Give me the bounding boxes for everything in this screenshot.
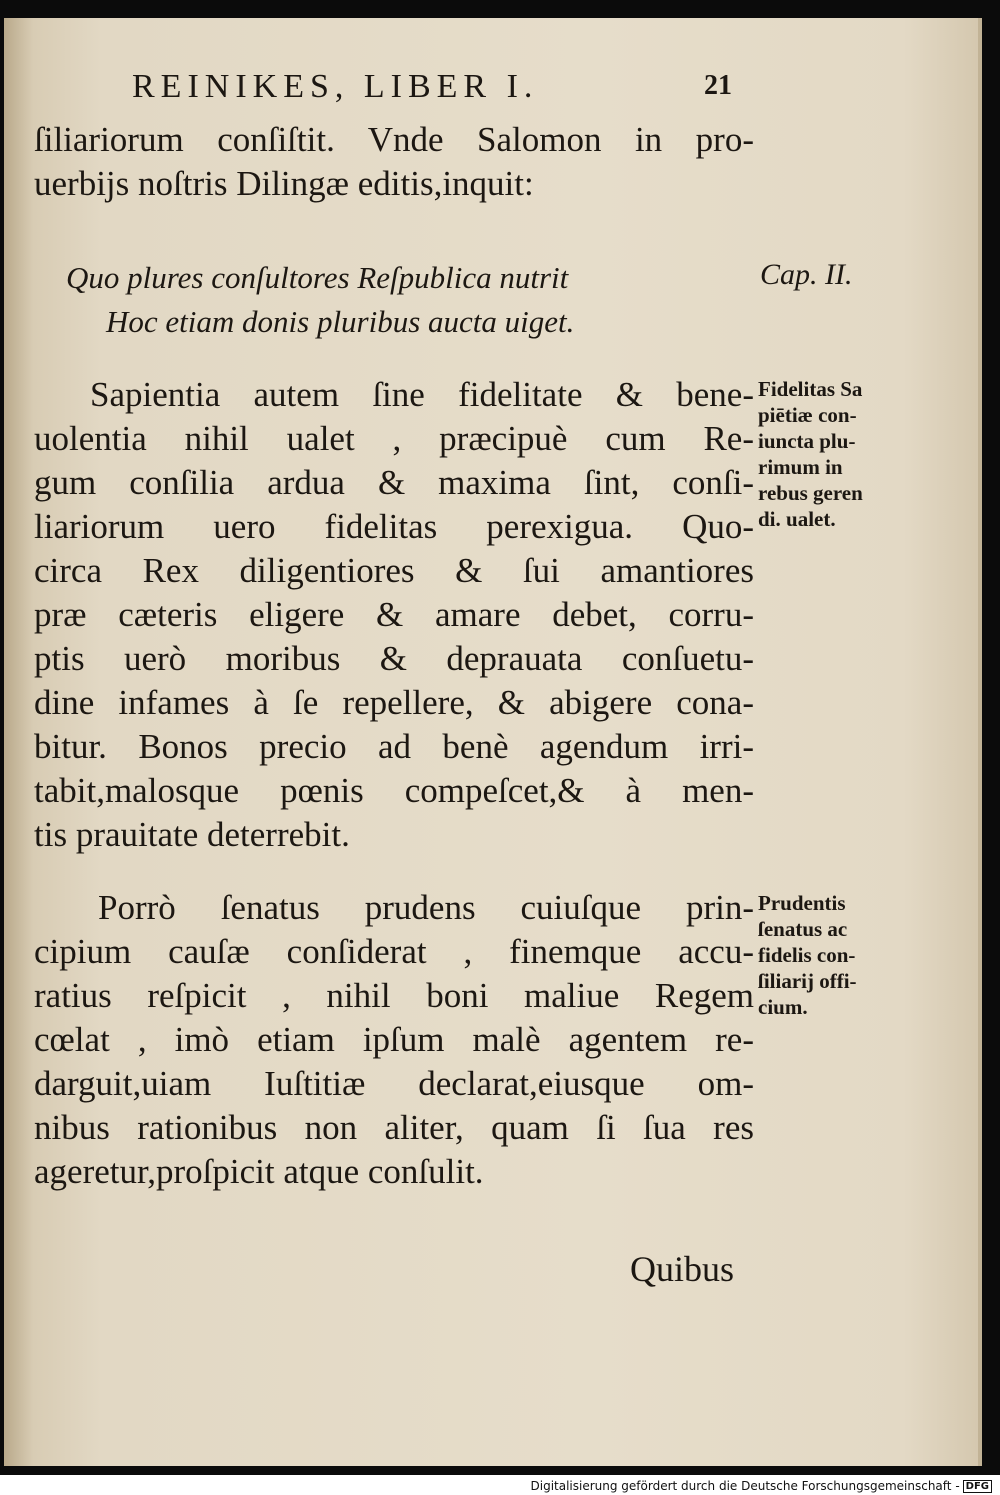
marginal-line: Fidelitas Sa: [758, 377, 863, 401]
marginal-line: rimum in: [758, 455, 843, 479]
text-line: tis prauitate deterrebit.: [34, 815, 350, 854]
text-line: tabit,malosque pœnis compeſcet,& à men-: [34, 771, 754, 810]
verse-quote: [66, 256, 574, 344]
text-line: ſiliariorum conſiſtit. Vnde Salomon in pro-: [34, 120, 754, 159]
paragraph-porro: [34, 886, 754, 1194]
marginal-line: ſiliarij offi-: [758, 969, 857, 993]
text-line: gum conſilia ardua & maxima ſint, conſi-: [34, 463, 754, 502]
text-line: dine infames à ſe repellere, & abigere cona-: [34, 683, 754, 722]
text-line: darguit,uiam Iuſtitiæ declarat,eiusque om-: [34, 1064, 754, 1103]
text-line: circa Rex diligentiores & ſui amantiores: [34, 551, 754, 590]
catchword: Quibus: [630, 1249, 735, 1289]
chapter-marginal-note: Cap. II.: [760, 258, 853, 291]
marginal-line: Prudentis: [758, 891, 846, 915]
marginal-line: ſenatus ac: [758, 917, 848, 941]
marginal-line: fidelis con-: [758, 943, 856, 967]
paragraph-sapientia: [34, 373, 754, 857]
running-head: REINIKES, LIBER I.: [132, 68, 539, 105]
digitization-credit: [531, 1479, 993, 1493]
marginal-line: piētiæ con-: [758, 403, 857, 427]
marginal-line: di. ualet.: [758, 507, 836, 531]
text-line: liariorum uero fidelitas perexigua. Quo-: [34, 507, 754, 546]
marginal-note-fidelitas: [758, 376, 908, 532]
verse-line: Hoc etiam donis pluribus aucta uiget.: [106, 304, 575, 339]
page-number: 21: [704, 70, 732, 101]
text-line: ageretur,proſpicit atque conſulit.: [34, 1152, 484, 1191]
marginal-line: cium.: [758, 995, 808, 1019]
page-edge: [978, 18, 982, 1466]
text-line: Porrò ſenatus prudens cuiuſque prin-: [98, 888, 754, 927]
credit-text: Digitalisierung gefördert durch die Deutsche Forschungsgemeinschaft -: [530, 1479, 960, 1493]
intro-text: [34, 118, 754, 206]
book-page: [4, 18, 982, 1466]
text-line: nibus rationibus non aliter, quam ſi ſua res: [34, 1108, 754, 1147]
text-line: uolentia nihil ualet , præcipuè cum Re-: [34, 419, 754, 458]
marginal-note-prudentis: [758, 890, 908, 1020]
text-line: bitur. Bonos precio ad benè agendum irri-: [34, 727, 754, 766]
text-line: Sapientia autem ſine fidelitate & bene-: [90, 375, 754, 414]
text-line: ptis uerò moribus & deprauata conſuetu-: [34, 639, 754, 678]
text-line: cipium cauſæ conſiderat , finemque accu-: [34, 932, 754, 971]
verse-line: Quo plures conſultores Reſpublica nutrit: [66, 260, 569, 295]
marginal-line: iuncta plu-: [758, 429, 856, 453]
text-line: præ cæteris eligere & amare debet, corru-: [34, 595, 754, 634]
marginal-line: rebus geren: [758, 481, 863, 505]
text-line: uerbijs noſtris Dilingæ editis,inquit:: [34, 164, 534, 203]
dfg-logo: DFG: [963, 1480, 992, 1493]
text-line: ratius reſpicit , nihil boni maliue Regem: [34, 976, 754, 1015]
text-line: cœlat , imò etiam ipſum malè agentem re-: [34, 1020, 754, 1059]
